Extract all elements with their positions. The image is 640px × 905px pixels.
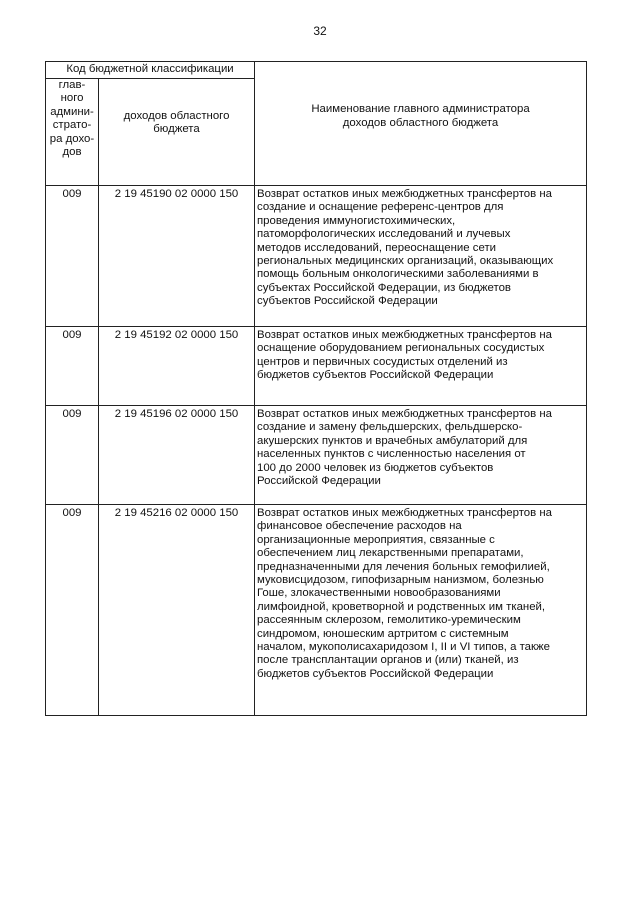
income-description: [255, 186, 587, 327]
description-line: региональных медицинских организаций, оказывающих: [257, 255, 554, 268]
header-admin-line: админи-: [50, 105, 94, 118]
budget-income-code: 2 19 45196 02 0000 150: [99, 406, 255, 505]
header-administrator-name: [255, 62, 587, 186]
description-line: рассеянным склерозом, гемолитико-уремическим: [257, 614, 521, 627]
table-body: [46, 186, 587, 716]
description-line: акушерских пунктов и врачебных амбулаторий для: [257, 434, 528, 447]
header-name-line: доходов областного бюджета: [342, 116, 499, 129]
description-line: субъектов Российской Федерации: [257, 295, 438, 308]
description-line: Возврат остатков иных межбюджетных трансфертов на: [257, 329, 552, 341]
budget-income-code: 2 19 45192 02 0000 150: [99, 327, 255, 406]
chief-administrator-code: 009: [46, 505, 99, 716]
description-line: проведения иммуногистохимических,: [257, 214, 456, 227]
description-line: Возврат остатков иных межбюджетных трансфертов на: [257, 408, 552, 420]
header-admin-line: глав-: [58, 79, 86, 91]
description-line: организационные мероприятия, связанные с: [257, 533, 495, 546]
description-line: Российской Федерации: [257, 475, 381, 488]
description-line: методов исследований, переоснащение сети: [257, 241, 497, 254]
description-line: финансовое обеспечение расходов на: [257, 520, 462, 533]
header-row-group: [46, 62, 587, 79]
table-row: [46, 327, 587, 406]
description-line: помощь больным онкологическими заболеваниями в: [257, 268, 539, 281]
header-income-line: доходов областного: [123, 109, 230, 122]
header-income-line: бюджета: [153, 123, 200, 135]
description-line: создание и оснащение референс-центров для: [257, 201, 504, 214]
description-line: оснащение оборудованием региональных сосудистых: [257, 342, 545, 355]
header-chief-administrator: [46, 79, 99, 186]
description-line: синдромом, юношеским артритом с системным: [257, 627, 509, 640]
description-line: началом, мукополисахаридозом I, II и VI типов, а также: [257, 641, 550, 654]
description-line: лимфоидной, кроветворной и родственных им тканей,: [257, 600, 546, 613]
description-line: обеспечением лиц лекарственными препаратами,: [257, 547, 524, 560]
chief-administrator-code: 009: [46, 406, 99, 505]
description-line: Возврат остатков иных межбюджетных трансфертов на: [257, 188, 552, 200]
chief-administrator-code: 009: [46, 186, 99, 327]
description-line: центров и первичных сосудистых отделений из: [257, 355, 508, 368]
description-line: бюджетов субъектов Российской Федерации: [257, 369, 494, 382]
description-line: создание и замену фельдшерских, фельдшерско-: [257, 421, 523, 434]
chief-administrator-code: 009: [46, 327, 99, 406]
description-line: после трансплантации органов и (или) тканей, из: [257, 654, 519, 667]
budget-income-code: 2 19 45190 02 0000 150: [99, 186, 255, 327]
income-description: [255, 327, 587, 406]
header-admin-line: ра дохо-: [49, 132, 95, 145]
description-line: Возврат остатков иных межбюджетных трансфертов на: [257, 507, 552, 519]
header-regional-budget-income: [99, 79, 255, 186]
income-description: [255, 406, 587, 505]
header-budget-classification-code: Код бюджетной классификации: [46, 62, 255, 79]
income-description: [255, 505, 587, 716]
table-row: [46, 406, 587, 505]
budget-classification-table: [45, 61, 587, 716]
description-line: муковисцидозом, гипофизарным нанизмом, болезнью: [257, 574, 544, 587]
description-line: предназначенными для лечения больных гемофилией,: [257, 560, 550, 573]
description-line: Гоше, злокачественными новообразованиями: [257, 587, 501, 600]
table-row: [46, 186, 587, 327]
header-name-line: Наименование главного администратора: [311, 103, 530, 116]
description-line: субъектах Российской Федерации, из бюджетов: [257, 281, 511, 294]
description-line: патоморфологических исследований и лучевых: [257, 228, 511, 241]
table-row: [46, 505, 587, 716]
description-line: населенных пунктов с численностью населения от: [257, 448, 526, 461]
description-line: бюджетов субъектов Российской Федерации: [257, 667, 494, 680]
page-number: 32: [313, 24, 327, 38]
header-admin-line: страто-: [52, 119, 92, 132]
header-admin-line: ного: [60, 92, 84, 105]
description-line: 100 до 2000 человек из бюджетов субъектов: [257, 461, 494, 474]
budget-income-code: 2 19 45216 02 0000 150: [99, 505, 255, 716]
header-admin-line: дов: [62, 146, 82, 159]
